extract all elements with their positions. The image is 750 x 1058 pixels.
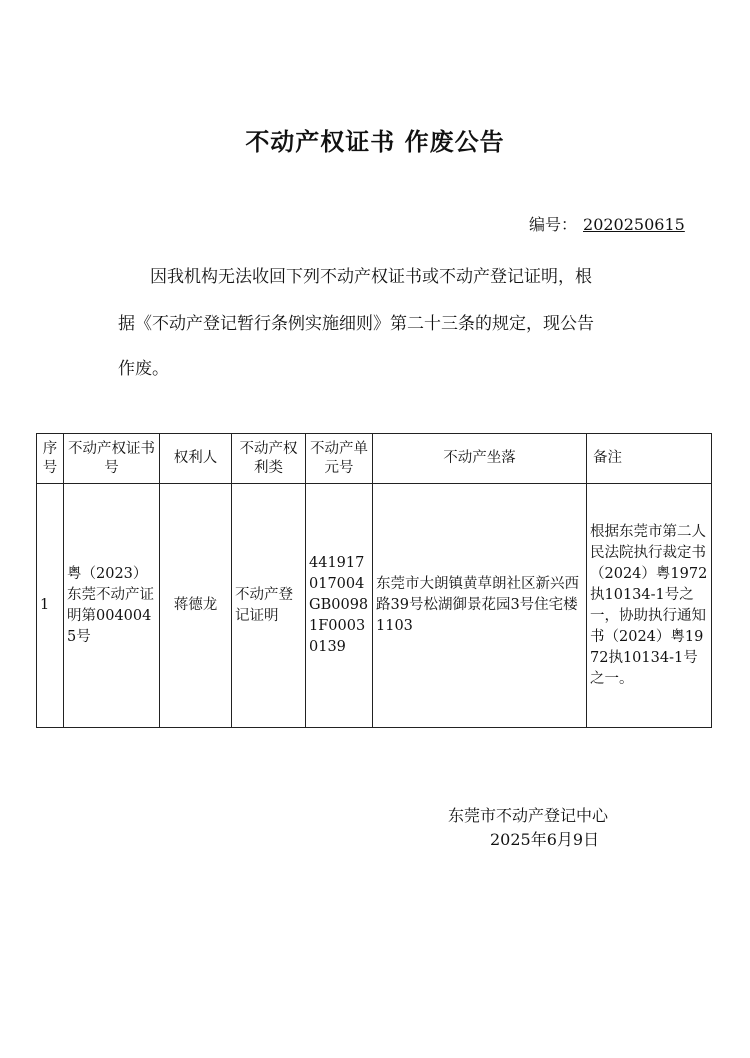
document-number-label: 编号： xyxy=(529,215,578,234)
body-line-1: 因我机构无法收回下列不动产权证书或不动产登记证明，根 xyxy=(150,267,592,287)
header-unit-no: 不动产单元号 xyxy=(306,434,373,484)
header-cert-no: 不动产权证书号 xyxy=(64,434,160,484)
table-header-row xyxy=(37,434,712,484)
issue-date: 2025年6月9日 xyxy=(490,830,600,849)
document-number-value: 2020250615 xyxy=(583,215,685,234)
cell-remark: 根据东莞市第二人民法院执行裁定书（2024）粤1972执10134-1号之一，协助执行通知书（2024）粤1972执10134-1号之一。 xyxy=(587,484,712,728)
cell-location: 东莞市大朗镇黄草朗社区新兴西路39号松湖御景花园3号住宅楼1103 xyxy=(373,484,587,728)
body-line-2: 据《不动产登记暂行条例实施细则》第二十三条的规定，现公告 xyxy=(118,314,594,334)
body-line-3: 作废。 xyxy=(118,359,169,379)
document-number xyxy=(529,212,685,235)
header-location: 不动产坐落 xyxy=(373,434,587,484)
header-remark: 备注 xyxy=(587,434,712,484)
table-row xyxy=(37,484,712,728)
certificate-table xyxy=(36,433,712,728)
document-title: 不动产权证书 作废公告 xyxy=(245,128,505,156)
header-right-type: 不动产权利类 xyxy=(232,434,306,484)
cell-unit-no: 441917017004GB00981F00030139 xyxy=(306,484,373,728)
header-seq: 序号 xyxy=(37,434,64,484)
cell-cert-no: 粤（2023）东莞不动产证明第0040045号 xyxy=(64,484,160,728)
cell-owner: 蒋德龙 xyxy=(160,484,232,728)
issuer-name: 东莞市不动产登记中心 xyxy=(448,806,609,825)
cell-right-type: 不动产登记证明 xyxy=(232,484,306,728)
cell-seq: 1 xyxy=(37,484,64,728)
header-owner: 权利人 xyxy=(160,434,232,484)
